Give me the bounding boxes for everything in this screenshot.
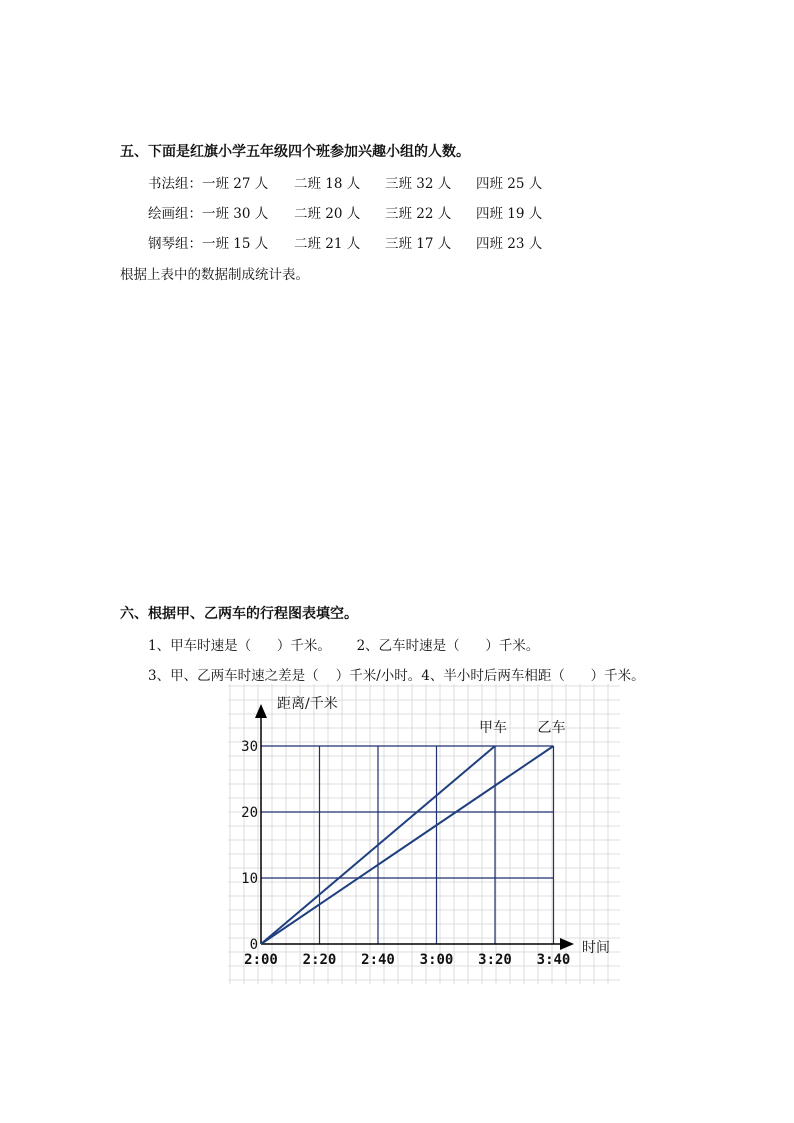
row-cell: 四班 25 人 (476, 176, 543, 192)
section-6-title: 六、根据甲、乙两车的行程图表填空。 (120, 606, 358, 622)
row-cell: 二班 21 人 (294, 236, 361, 252)
table-row (148, 232, 567, 252)
row-cell: 书法组：一班 27 人 (148, 176, 269, 192)
row-cell: 钢琴组：一班 15 人 (148, 236, 269, 252)
x-tick-label: 3:20 (478, 952, 512, 968)
series-label: 乙车 (537, 720, 566, 736)
table-row (148, 172, 567, 192)
row-cell: 三班 32 人 (385, 176, 452, 192)
question-line-2: 3、甲、乙两车时速之差是（ ）千米/小时。4、半小时后两车相距（ ）千米。 (148, 668, 645, 684)
row-cell: 二班 18 人 (294, 176, 361, 192)
x-axis-label: 时间 (582, 940, 610, 956)
x-tick-label: 2:20 (302, 952, 337, 968)
y-tick-label: 30 (241, 739, 258, 755)
y-axis-label: 距离/千米 (277, 696, 338, 712)
row-cell: 绘画组：一班 30 人 (148, 206, 269, 222)
y-tick-label: 10 (241, 871, 258, 887)
x-tick-label: 3:40 (536, 952, 571, 968)
row-cell: 四班 19 人 (476, 206, 543, 222)
y-tick-label: 20 (241, 805, 258, 821)
y-tick-label: 0 (249, 937, 258, 953)
section-5-instruction: 根据上表中的数据制成统计表。 (120, 267, 309, 283)
section-5-title: 五、下面是红旗小学五年级四个班参加兴趣小组的人数。 (120, 144, 470, 160)
question-line-1: 1、甲车时速是（ ）千米。 2、乙车时速是（ ）千米。 (148, 638, 540, 654)
row-cell: 四班 23 人 (476, 236, 543, 252)
x-axis-arrow-icon (560, 938, 574, 950)
row-cell: 三班 17 人 (385, 236, 452, 252)
row-cell: 三班 22 人 (385, 206, 452, 222)
table-row (148, 202, 567, 222)
travel-chart (228, 684, 620, 984)
row-cell: 二班 20 人 (294, 206, 361, 222)
x-tick-label: 3:00 (419, 952, 454, 968)
y-axis-arrow-icon (255, 704, 267, 718)
x-tick-label: 2:40 (361, 952, 395, 968)
x-tick-label: 2:00 (244, 952, 278, 968)
series-label: 甲车 (479, 720, 507, 736)
travel-chart-svg (228, 684, 620, 984)
